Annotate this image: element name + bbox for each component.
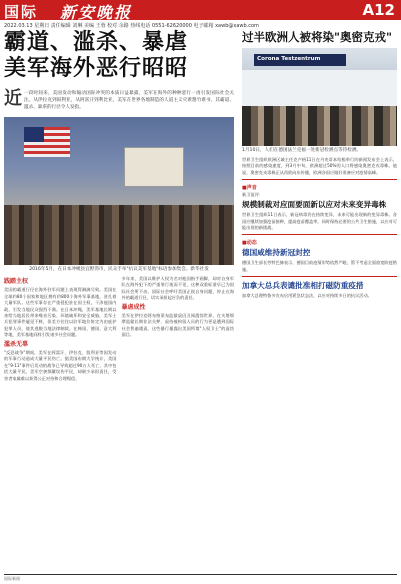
- headline-line-2: 美军海外恶行昭昭: [4, 56, 189, 81]
- divider: [242, 276, 397, 277]
- tent-image: [242, 70, 397, 110]
- side-photo: [242, 48, 397, 146]
- brief-3-text: 加拿大总理特鲁多宣布启用紧急状态法，以应对持续多日的抗议活动。: [242, 293, 372, 299]
- masthead-meta: 2022.03.13 星期日 责任编辑 刘琳 美编 王蓉 校对 余路 热线电话 0551-62620000 电子邮箱 xawb@xawb.com: [4, 23, 259, 29]
- side-column: [242, 30, 397, 300]
- lead-photo: [4, 117, 234, 265]
- brief-1-tag: ■声音: [242, 185, 257, 192]
- side-headline: 过半欧洲人被将染"奥密克戎": [242, 30, 392, 44]
- lead-photo-caption: 2016年5月，在日本冲绳县宜野湾市，民众手举"抗议美军基地"标语参加集会。新华社发: [29, 267, 209, 272]
- headline-line-1: 霸道、滥杀、暴虐: [4, 30, 189, 55]
- masthead-bar: [0, 0, 401, 20]
- queue-image: [242, 106, 397, 146]
- subhead-3: 暴虐成性: [121, 303, 146, 311]
- side-body-text: 世界卫生组织欧洲区域主任克卢格11日在丹麦哥本哈根举行的新闻发布会上表示，按照目前的感染速度，到3月中旬，欧洲超过50%的人口将感染奥密克戎毒株。他说，奥密克戎毒株正从西欧向东传播，欧洲各国应做好准备应对疫情高峰。: [242, 157, 397, 175]
- body-text-col2: 多年来，美国以维护人权为名对他国指手画脚，却对自身军队在海外犯下的严重罪行视而不见，这种双重标准早已为国际社会所不齿。国际社会呼吁美国正视自身问题，停止在海外的霸道行径，切实承担起应负的责任。: [121, 276, 234, 301]
- test-center-banner: Corona Testzentrum: [254, 54, 346, 66]
- body-text-3: 美军在伊拉克阿布格莱布监狱虐囚丑闻震惊世界，在关塔那摩监狱长期非法关押、虐待被拘留人员的行为更是遭到国际社会普遍谴责。这些暴行暴露出美国所谓"人权卫士"的虚伪面目。: [121, 313, 234, 338]
- brief-2-tag: ■动态: [242, 240, 257, 247]
- section-title: 国际: [4, 3, 39, 21]
- abstract-text: 一段时间来，美国发动和煽动国际冲突的本质日益暴露，美军在海外的种种恶行一再引发国际社会关注。从伊拉克到叙利亚，从阿富汗到利比亚，美军在世界各地制造的人道主义灾难罄竹难书，其霸道、滥杀、暴虐的行径令人发指。: [24, 91, 234, 110]
- brief-3-title: 加拿大总兵表谴批准相打磁防重疫措: [242, 281, 364, 291]
- body-text-2: "反恐战争"期间，美军在阿富汗、伊拉克、叙利亚等国发动的军事行动造成大量平民伤亡。据美国布朗大学统计，美国在"9·11"事件后发动的战争已导致超过90万人死亡，其中包括大量平民。美军空袭频繁误伤平民，却极少承担责任，受害者家属难以获得公正对待和合理赔偿。: [4, 350, 117, 381]
- lead-article: [4, 30, 234, 382]
- brief-1: [242, 184, 397, 231]
- protest-sign-image: [124, 147, 184, 187]
- body-text-1: 美国的霸道行径在海外驻军问题上表现得淋漓尽致。美国在全球约80个国家和地区拥有约800个海外军事基地，驻扎着大量军队。这些军事存在严重侵犯驻在国主权，干涉他国内政，引发当地民众强烈不满。在日本冲绳，美军基地长期以来给当地居民带来噪音污染、环境破坏和安全威胁，美军士兵犯罪事件屡见不鲜，但美方往往以驻军地位协定为由庇护犯罪人员，使其逃脱当地法律制裁。在韩国、德国、意大利等地，美军基地同样引发诸多社会问题。: [4, 287, 117, 338]
- divider: [242, 179, 397, 180]
- brief-2: [242, 239, 397, 273]
- brief-1-source: 新卫谊评：: [242, 192, 263, 198]
- divider: [242, 234, 397, 235]
- lead-body: [4, 276, 234, 382]
- page-footer: 国际新闻: [4, 574, 397, 582]
- lead-headline: [4, 30, 234, 82]
- subhead-2: 滥杀无辜: [4, 340, 29, 348]
- brief-2-title: 德国咸维持新冠封控: [242, 248, 311, 258]
- side-photo-caption: 1月10日，人们在德国法兰克福一处新冠检测点等待检测。: [242, 148, 362, 153]
- brief-3: [242, 281, 397, 299]
- subhead-1: 践踏主权: [4, 278, 29, 285]
- newspaper-logo: 新安晚报: [60, 3, 133, 22]
- flag-image: [24, 127, 70, 157]
- brief-2-text: 德国卫生部长劳特巴赫表示，德国目前疫情形势依然严峻，暂不考虑全面放宽防疫措施。: [242, 260, 397, 272]
- brief-1-title: 规模制裁对应面要面新以应对未来变异毒株: [242, 200, 387, 210]
- drop-cap: 近: [4, 88, 22, 109]
- body-column-2: [122, 276, 235, 382]
- crowd-image: [4, 205, 234, 265]
- lead-abstract: [4, 90, 234, 111]
- brief-1-text: 世界卫生组织11日表示，新冠病毒仍在持续变异，未来可能出现新的变异毒株。各国应继续加强疫苗接种，提高疫苗覆盖率，同时保持必要的公共卫生措施，以应对可能出现的新挑战。: [242, 212, 397, 231]
- body-column-1: [4, 276, 117, 382]
- page-number: A12: [362, 1, 395, 19]
